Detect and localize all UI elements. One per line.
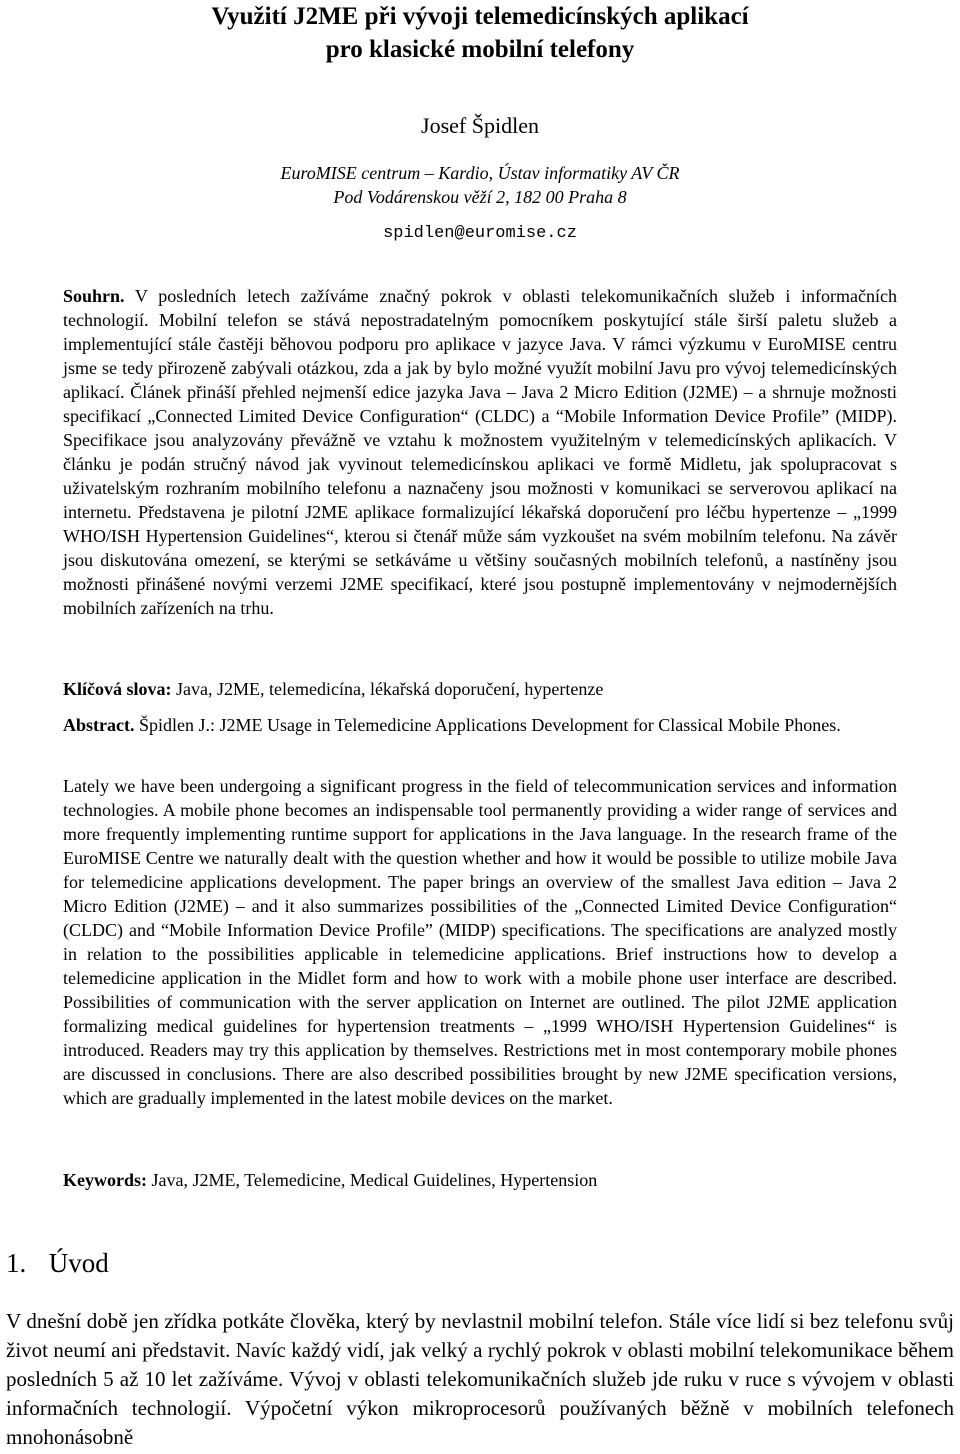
- abstract-english-title: : J2ME Usage in Telemedicine Applications Development for Classical Mobile Phones.: [210, 715, 841, 735]
- affiliation: [0, 161, 960, 209]
- keywords-czech-label: Klíčová slova:: [63, 679, 172, 699]
- abstract-english-author: Špidlen J.: [138, 715, 210, 735]
- author-name: Josef Špidlen: [421, 113, 539, 138]
- affiliation-line-1: EuroMISE centrum – Kardio, Ústav informatiky AV ČR: [280, 163, 680, 183]
- keywords-czech: [63, 677, 897, 701]
- paper-title-line-1: Využití J2ME při vývoji telemedicínských aplikací: [211, 3, 749, 30]
- abstract-english-heading: [63, 713, 897, 737]
- author-email: spidlen@euromise.cz: [383, 224, 577, 243]
- section-body: V dnešní době jen zřídka potkáte člověka, který by nevlastnil mobilní telefon. Stále více lidí si bez telefonu svůj život neumí ani představit. Navíc každý vidí, jak velký a rychlý pokrok v oblasti mobilní telekomunikace během posledních 5 až 10 let zažíváme. Vývoj v oblasti telekomunikačních služeb jde ruku v ruce s vývojem v oblasti informačních technologií. Výpočetní výkon mikroprocesorů používaných běžně v mobilních telefonech mnohonásobně: [6, 1309, 954, 1449]
- section-heading: [6, 1245, 109, 1281]
- abstract-czech: [63, 284, 897, 620]
- abstract-czech-text: V posledních letech zažíváme značný pokrok v oblasti telekomunikačních služeb i informačních technologií. Mobilní telefon se stává nepostradatelným pomocníkem poskytující stále širší paletu služeb a implementující stále častěji běhovou podporu pro aplikace v jazyce Java. V rámci výzkumu v EuroMISE centru jsme se tedy přirozeně zabývali otázkou, zda a jak by bylo možné využít mobilní Javu pro vývoj telemedicínských aplikací. Článek přináší přehled nejmenší edice jazyka Java – Java 2 Micro Edition (J2ME) – a shrnuje možnosti specifikací „Connected Limited Device Configuration“ (CLDC) a “Mobile Information Device Profile” (MIDP). Specifikace jsou analyzovány převážně ve vztahu k možnostem využitelným v telemedicínských aplikacích. V článku je podán stručný návod jak vyvinout telemedicínskou aplikaci ve formě Midletu, jak spolupracovat s uživatelským rozhraním mobilního telefonu a naznačeny jsou možnosti v komunikaci se serverovou aplikací na internetu. Představena je pilotní J2ME aplikace formalizující lékařská doporučení pro léčbu hypertenze – „1999 WHO/ISH Hypertension Guidelines“, kterou si čtenář může sám vyzkoušet na svém mobilním telefonu. Na závěr jsou diskutována omezení, se kterými se setkáváme u většiny současných mobilních telefonů, a nastíněny jsou možnosti přinášené novými verzemi J2ME specifikací, které jsou postupně implementovány v nejmodernějších mobilních zařízeních na trhu.: [63, 286, 897, 618]
- abstract-english: Lately we have been undergoing a significant progress in the field of telecommunication services and information technologies. A mobile phone becomes an indispensable tool permanently providing a wider range of services and more frequently implementing runtime support for applications in the Java language. In the research frame of the EuroMISE Centre we naturally dealt with the question whether and how it would be possible to utilize mobile Java for telemedicine applications development. The paper brings an overview of the smallest Java edition – Java 2 Micro Edition (J2ME) – and it also summarizes possibilities of the „Connected Limited Device Configuration“ (CLDC) and “Mobile Information Device Profile” (MIDP) specifications. The specifications are analyzed mostly in relation to the possibilities applicable in telemedicine applications. Brief instructions how to develop a telemedicine application in the Midlet form and how to work with a mobile phone user interface are described. Possibilities of communication with the server application on Internet are outlined. The pilot J2ME application formalizing medical guidelines for hypertension treatments – „1999 WHO/ISH Hypertension Guidelines“ is introduced. Readers may try this application by themselves. Restrictions met in most contemporary mobile phones are discussed in conclusions. There are also described possibilities brought by new J2ME specification versions, which are gradually implemented in the latest mobile devices on the market.: [63, 776, 897, 1108]
- abstract-english-label: Abstract.: [63, 715, 135, 735]
- keywords-english: [63, 1168, 897, 1192]
- keywords-czech-text: Java, J2ME, telemedicína, lékařská doporučení, hypertenze: [176, 679, 604, 699]
- paper-title-line-2: pro klasické mobilní telefony: [325, 36, 635, 63]
- affiliation-line-2: Pod Vodárenskou věží 2, 182 00 Praha 8: [333, 187, 627, 207]
- keywords-english-text: Java, J2ME, Telemedicine, Medical Guidelines, Hypertension: [151, 1170, 598, 1190]
- section-number: 1.: [6, 1248, 27, 1278]
- keywords-english-label: Keywords:: [63, 1170, 147, 1190]
- abstract-czech-label: Souhrn.: [63, 286, 125, 306]
- section-title: Úvod: [48, 1248, 109, 1278]
- paper-title: [0, 0, 960, 66]
